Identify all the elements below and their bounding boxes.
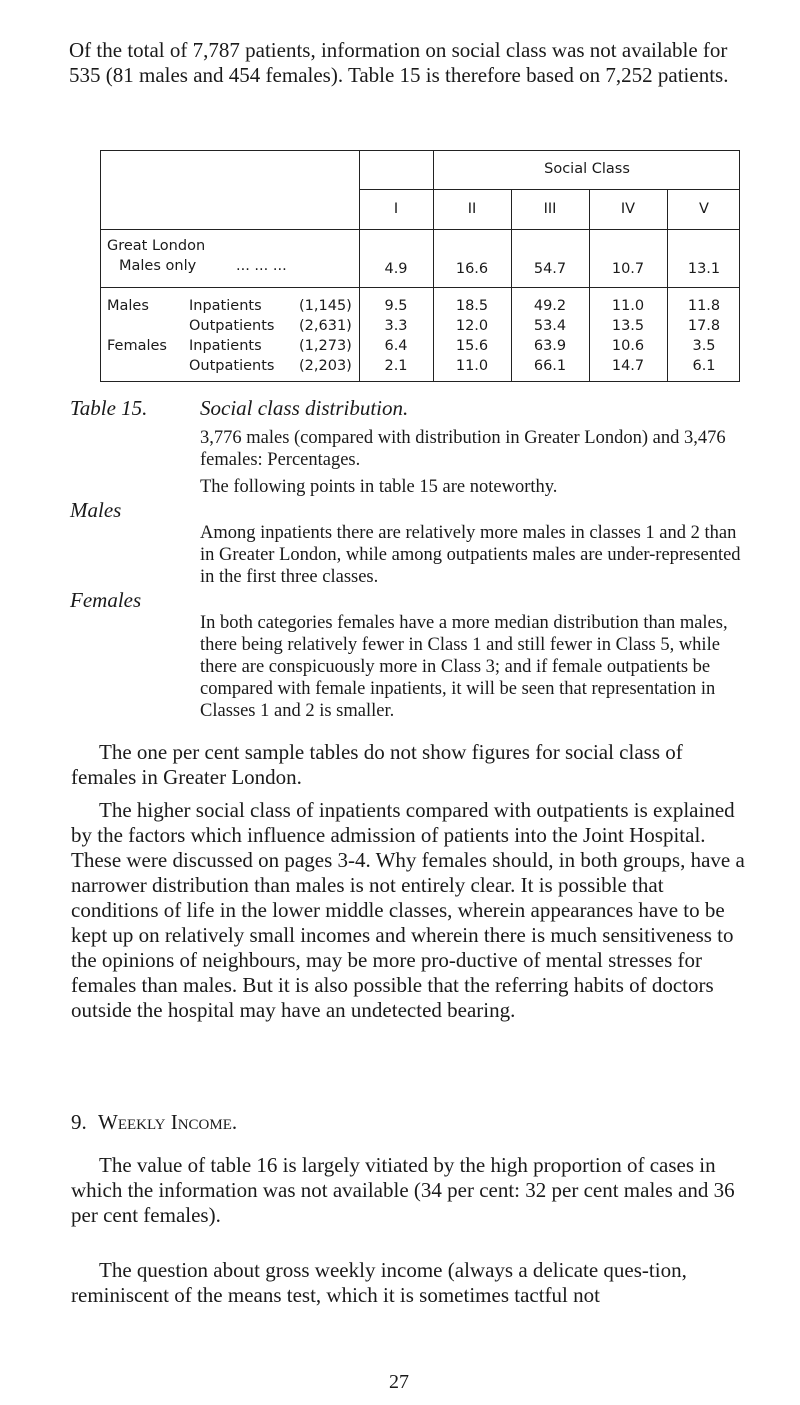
social-class-table bbox=[100, 150, 740, 382]
table-divider bbox=[101, 229, 739, 230]
body-paragraph: The higher social class of inpatients compared with outpatients is explained by the factors which influence admission of patients into the Joint Hospital. These were discussed on pages 3-4. Why females should, in both groups, have a narrower distribution than males is not entirely clear. It is possible that conditions of life in the lower middle classes, wherein appearances have to be kept up on relatively small incomes and wherein there is much sensitiveness to the opinions of neighbours, may be more pro-ductive of mental stresses for females than males. But it is also possible that the referring habits of doctors outside the hospital may have an undetected bearing. bbox=[71, 798, 745, 1022]
table-cell: 14.7 bbox=[611, 358, 645, 374]
section-heading bbox=[71, 1110, 751, 1135]
table-cell: 6.4 bbox=[384, 338, 408, 354]
row-type: Outpatients bbox=[189, 358, 275, 374]
row-group: Females bbox=[107, 338, 167, 354]
row-count: (1,145) bbox=[299, 298, 352, 314]
body-paragraph: The question about gross weekly income (always a delicate ques-tion, reminiscent of the means test, which it is sometimes tactful not bbox=[71, 1258, 687, 1307]
table-cell: 10.7 bbox=[611, 261, 645, 277]
section-number: 9. bbox=[71, 1110, 87, 1134]
table-cell: 3.5 bbox=[692, 338, 716, 354]
column-header: II bbox=[467, 201, 477, 217]
males-heading: Males bbox=[70, 498, 122, 522]
row-count: (2,203) bbox=[299, 358, 352, 374]
leader-dots: ... ... ... bbox=[236, 258, 287, 274]
males-paragraph: Among inpatients there are relatively more males in classes 1 and 2 than in Greater London, while among outpatients males are under-represented in the first three classes. bbox=[200, 523, 741, 587]
table-cell: 9.5 bbox=[384, 298, 408, 314]
row-count: (2,631) bbox=[299, 318, 352, 334]
column-header: III bbox=[543, 201, 557, 217]
table-cell: 6.1 bbox=[692, 358, 716, 374]
table-cell: 3.3 bbox=[384, 318, 408, 334]
females-paragraph: In both categories females have a more median distribution than males, there being relatively fewer in Class 1 and still fewer in Class 5, while there are conspicuously more in Class 3; and if female outpatients be compared with female inpatients, it will be seen that representation in Classes 1 and 2 is smaller. bbox=[200, 613, 728, 721]
table-cell: 17.8 bbox=[687, 318, 721, 334]
table-caption-label: Table 15. bbox=[70, 396, 148, 420]
row-type: Inpatients bbox=[189, 338, 262, 354]
row-label: Great London bbox=[107, 238, 206, 254]
table-cell: 49.2 bbox=[533, 298, 567, 314]
table-cell: 13.1 bbox=[687, 261, 721, 277]
table-cell: 13.5 bbox=[611, 318, 645, 334]
table-caption-description: 3,776 males (compared with distribution in Greater London) and 3,476 females: Percentages. bbox=[200, 428, 726, 470]
table-divider bbox=[359, 189, 739, 190]
table-cell: 11.0 bbox=[455, 358, 489, 374]
body-paragraph: The one per cent sample tables do not show figures for social class of females in Greater London. bbox=[71, 740, 683, 789]
row-type: Inpatients bbox=[189, 298, 262, 314]
table-cell: 16.6 bbox=[455, 261, 489, 277]
table-cell: 66.1 bbox=[533, 358, 567, 374]
table-cell: 53.4 bbox=[533, 318, 567, 334]
column-header: I bbox=[393, 201, 399, 217]
body-paragraph: The value of table 16 is largely vitiated by the high proportion of cases in which the information was not available (34 per cent: 32 per cent males and 36 per cent females). bbox=[71, 1153, 735, 1227]
table-cell: 63.9 bbox=[533, 338, 567, 354]
page-number: 27 bbox=[389, 1371, 409, 1393]
table-cell: 54.7 bbox=[533, 261, 567, 277]
column-header: IV bbox=[620, 201, 636, 217]
table-cell: 18.5 bbox=[455, 298, 489, 314]
table-cell: 12.0 bbox=[455, 318, 489, 334]
row-label: Males only bbox=[119, 258, 197, 274]
table-cell: 15.6 bbox=[455, 338, 489, 354]
column-header: V bbox=[699, 201, 709, 217]
row-type: Outpatients bbox=[189, 318, 275, 334]
intro-paragraph: Of the total of 7,787 patients, information on social class was not available for 535 (81 males and 454 females). Table 15 is therefore based on 7,252 patients. bbox=[69, 38, 729, 87]
table-cell: 4.9 bbox=[384, 261, 408, 277]
females-heading: Females bbox=[70, 588, 142, 612]
table-cell: 11.0 bbox=[611, 298, 645, 314]
table-cell: 2.1 bbox=[384, 358, 408, 374]
table-caption-note: The following points in table 15 are noteworthy. bbox=[200, 477, 558, 497]
table-caption-title: Social class distribution. bbox=[200, 396, 409, 420]
row-group: Males bbox=[107, 298, 149, 314]
table-cell: 11.8 bbox=[687, 298, 721, 314]
section-title: Weekly Income. bbox=[98, 1110, 238, 1134]
row-count: (1,273) bbox=[299, 338, 352, 354]
group-header: Social Class bbox=[544, 161, 630, 177]
table-cell: 10.6 bbox=[611, 338, 645, 354]
table-divider bbox=[101, 287, 739, 288]
